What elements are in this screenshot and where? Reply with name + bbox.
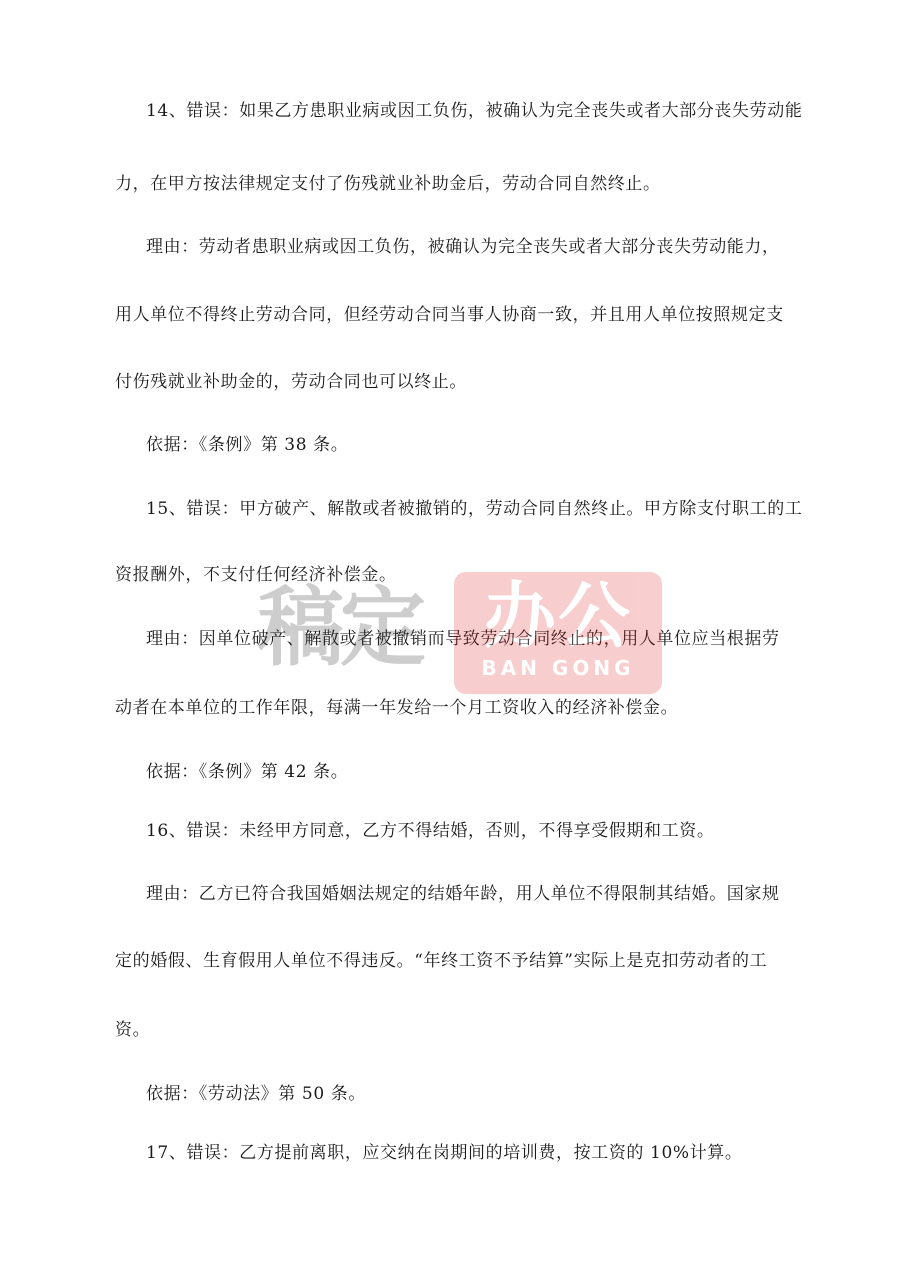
item-15-basis: 依据：《条例》第 42 条。 [146, 762, 349, 782]
item-16-reason-line-3: 资。 [115, 1020, 151, 1040]
item-16-reason-line-1: 理由：乙方已符合我国婚姻法规定的结婚年龄，用人单位不得限制其结婚。国家规 [146, 884, 780, 904]
item-16-reason-line-2: 定的婚假、生育假用人单位不得违反。“年终工资不予结算”实际上是克扣劳动者的工 [115, 951, 768, 971]
watermark-box-subtext: BAN GONG [481, 656, 635, 680]
item-16-error: 16、错误：未经甲方同意，乙方不得结婚，否则，不得享受假期和工资。 [146, 821, 715, 841]
item-14-error-line-1: 14、错误：如果乙方患职业病或因工负伤，被确认为完全丧失或者大部分丧失劳动能 [146, 101, 803, 121]
item-14-error-line-2: 力，在甲方按法律规定支付了伤残就业补助金后，劳动合同自然终止。 [115, 174, 661, 194]
item-17-error: 17、错误：乙方提前离职，应交纳在岗期间的培训费，按工资的 10%计算。 [146, 1143, 743, 1163]
item-15-reason-line-1: 理由：因单位破产、解散或者被撤销而导致劳动合同终止的，用人单位应当根据劳 [146, 629, 780, 649]
watermark-left-text: 稿定 [258, 578, 422, 678]
item-15-error-line-1: 15、错误：甲方破产、解散或者被撤销的，劳动合同自然终止。甲方除支付职工的工 [146, 499, 803, 519]
item-15-reason-line-2: 动者在本单位的工作年限，每满一年发给一个月工资收入的经济补偿金。 [115, 698, 679, 718]
item-16-basis: 依据：《劳动法》第 50 条。 [146, 1084, 366, 1104]
item-14-reason-line-1: 理由：劳动者患职业病或因工负伤，被确认为完全丧失或者大部分丧失劳动能力， [146, 237, 780, 257]
item-14-reason-line-2: 用人单位不得终止劳动合同，但经劳动合同当事人协商一致，并且用人单位按照规定支 [115, 305, 784, 325]
item-14-reason-line-3: 付伤残就业补助金的，劳动合同也可以终止。 [115, 372, 467, 392]
watermark-box-text: 办公 [483, 574, 632, 658]
item-14-basis: 依据：《条例》第 38 条。 [146, 435, 349, 455]
item-15-error-line-2: 资报酬外，不支付任何经济补偿金。 [115, 565, 397, 585]
